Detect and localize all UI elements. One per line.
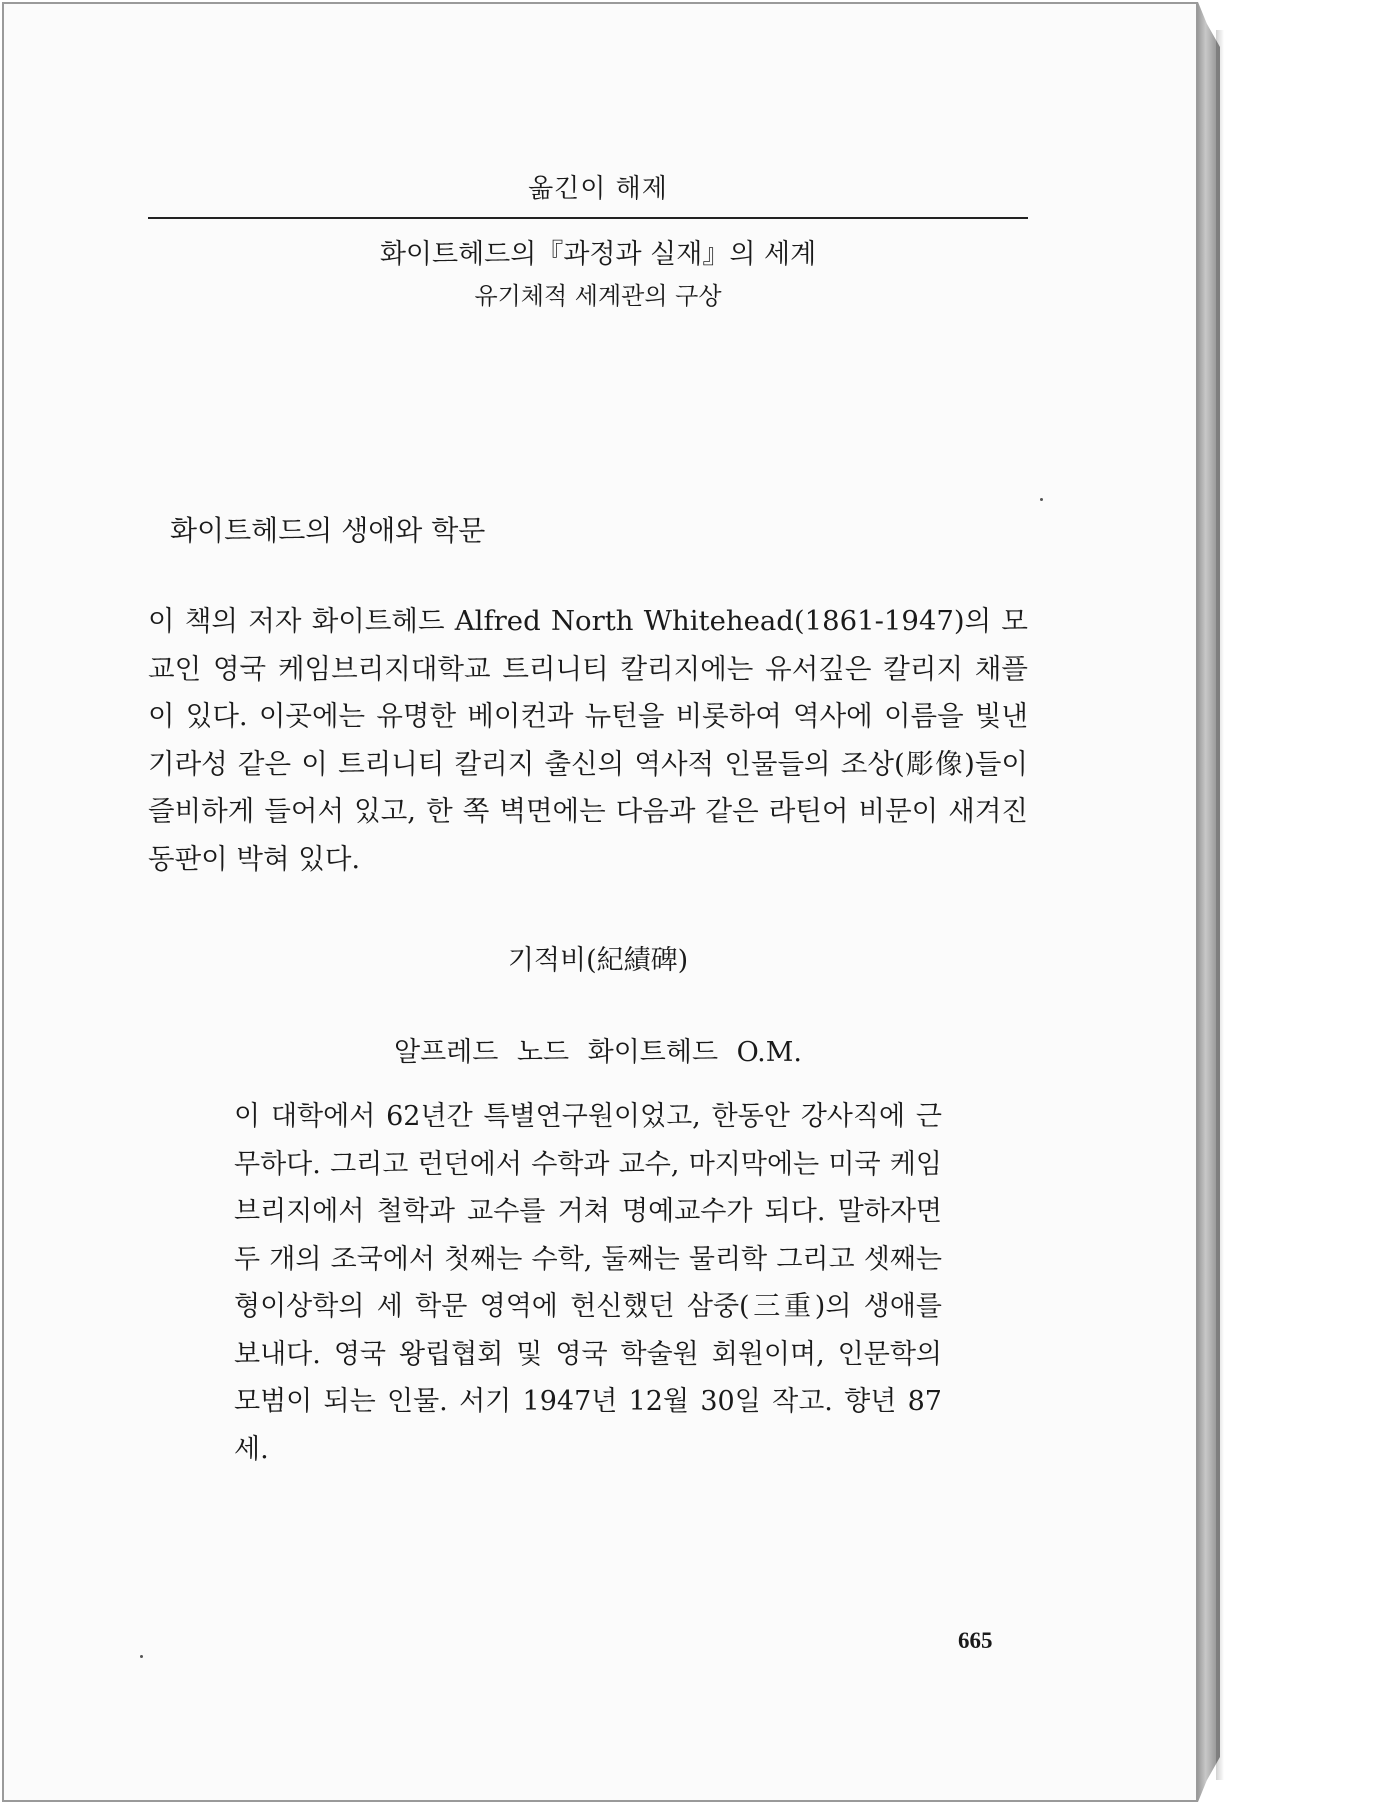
header-rule bbox=[148, 217, 1028, 219]
inscription-name: 알프레드 노드 화이트헤드 O.M. bbox=[393, 1037, 802, 1068]
page-number: 665 bbox=[958, 1628, 993, 1653]
monument-title: 기적비(紀績碑) bbox=[507, 945, 689, 976]
print-speck bbox=[1040, 498, 1043, 501]
inscription-text: 이 대학에서 62년간 특별연구원이었고, 한동안 강사직에 근무하다. 그리고 런던에서 수학과 교수, 마지막에는 미국 케임브리지에서 철학과 교수를 거쳐 명예교수가 되다. 말하자면 두 개의 조국에서 첫째는 수학, 둘째는 물리학 그리고 셋째는 형이상학의 세 학문 영역에 헌신했던 삼중(三重)의 생애를 보내다. 영국 왕립협회 및 영국 학술원 회원이며, 인문학의 모범이 되는 인물. 서기 1947년 12월 30일 작고. 향년 87세. bbox=[234, 1101, 942, 1465]
print-speck bbox=[140, 1655, 143, 1658]
running-header: 옮긴이 해제 bbox=[528, 174, 668, 204]
body-paragraph: 이 책의 저자 화이트헤드 Alfred North Whitehead(1861-1947)의 모교인 영국 케임브리지대학교 트리니티 칼리지에는 유서깊은 칼리지 채플이 있다. 이곳에는 유명한 베이컨과 뉴턴을 비롯하여 역사에 이름을 빛낸 기라성 같은 이 트리니티 칼리지 출신의 역사적 인물들의 조상(彫像)들이 즐비하게 들어서 있고, 한 쪽 벽면에는 다음과 같은 라틴어 비문이 새겨진 동판이 박혀 있다. bbox=[148, 605, 1028, 875]
book-page bbox=[2, 2, 1198, 1802]
article-title: 화이트헤드의『과정과 실재』의 세계 bbox=[379, 239, 817, 270]
page-shadow bbox=[1216, 30, 1224, 1780]
section-heading: 화이트헤드의 생애와 학문 bbox=[170, 514, 486, 547]
article-subtitle: 유기체적 세계관의 구상 bbox=[474, 282, 722, 310]
